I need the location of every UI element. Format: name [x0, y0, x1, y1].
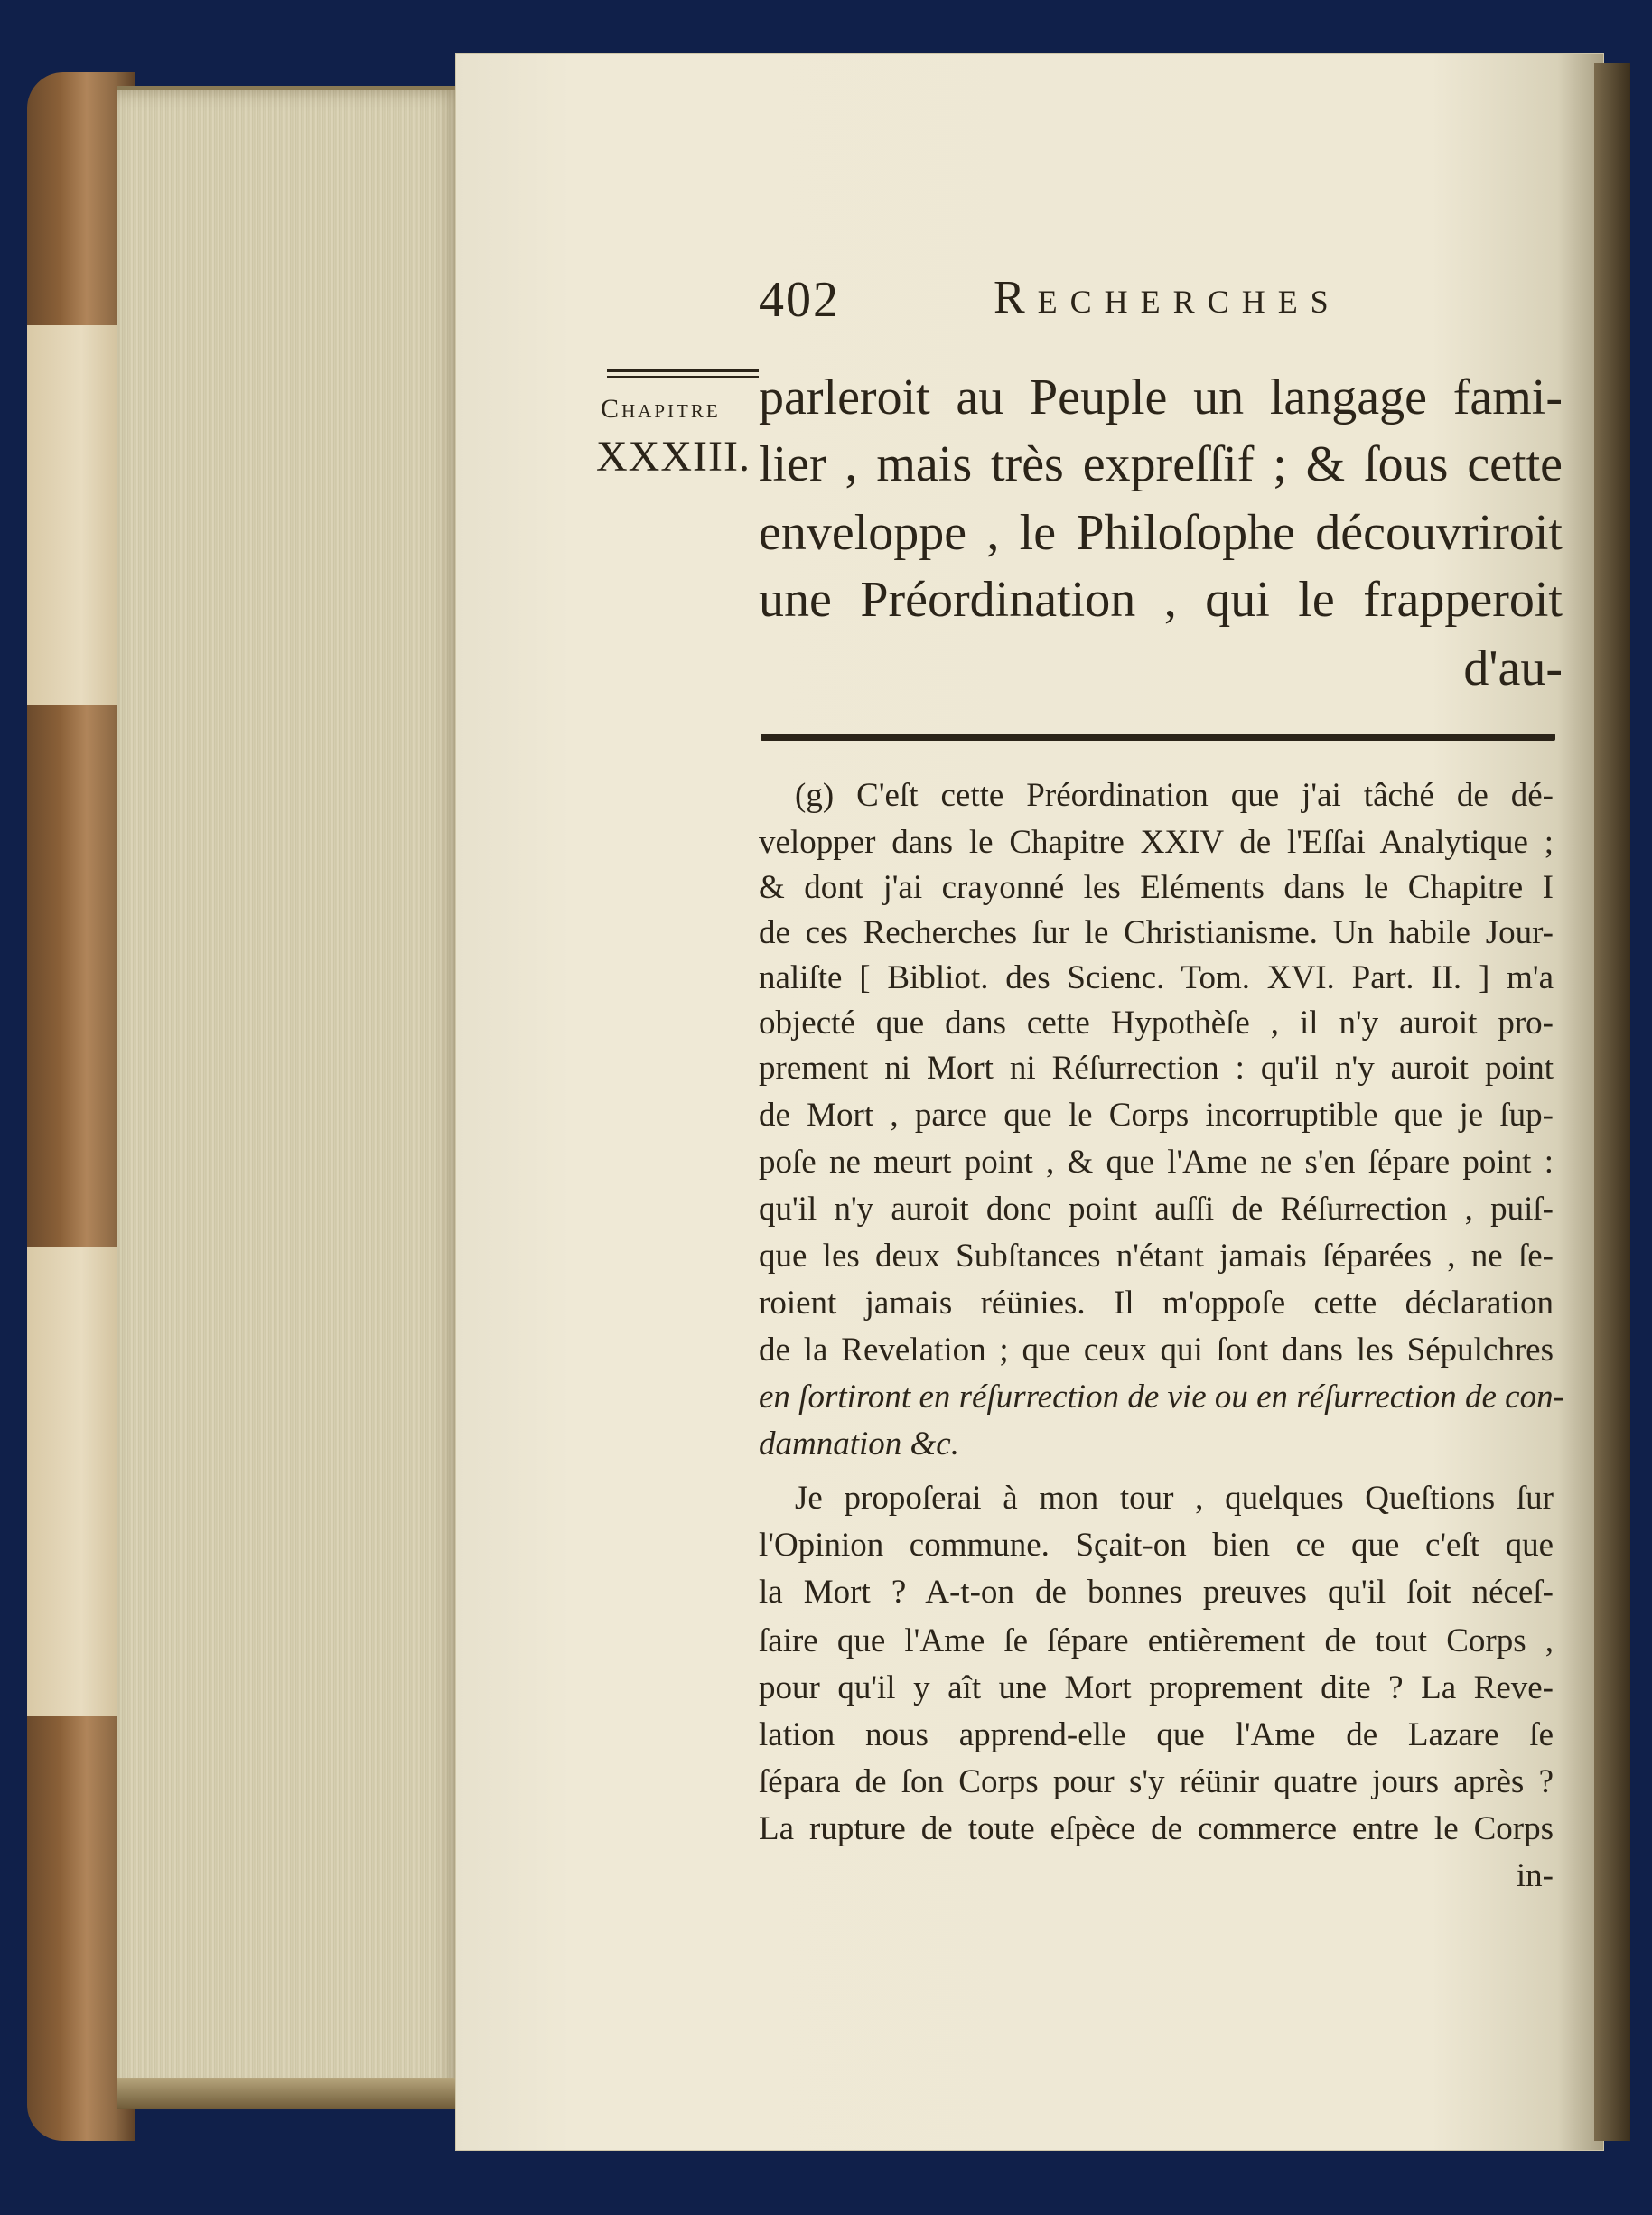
- footnote-line: prement ni Mort ni Réſurrection : qu'il n'y auroit point: [759, 1050, 1554, 1087]
- margin-chapter-number: XXXIII.: [596, 433, 751, 481]
- footnote-line: damnation &c.: [759, 1425, 959, 1463]
- footnote-line: la Mort ? A-t-on de bonnes preuves qu'il ſoit néceſ-: [759, 1574, 1554, 1611]
- footnote-line: de ces Recherches ſur le Christianisme. Un habile Jour-: [759, 914, 1554, 951]
- footnote-line: ſépara de ſon Corps pour s'y réünir quatre jours après ?: [759, 1763, 1554, 1800]
- main-text-line: lier , mais très expreſſif ; & ſous cette: [759, 436, 1563, 492]
- footnote-line: velopper dans le Chapitre XXIV de l'Eſſai Analytique ;: [759, 824, 1554, 861]
- main-text-line: une Préordination , qui le frapperoit: [759, 572, 1563, 628]
- margin-chapter-label: Chapitre: [601, 394, 721, 424]
- page-number: 402: [759, 272, 840, 328]
- footnote-line: de la Revelation ; que ceux qui ſont dans les Sépulchres: [759, 1332, 1554, 1369]
- footnote-line: in-: [1516, 1857, 1554, 1894]
- running-title: Recherches: [994, 272, 1341, 323]
- footnote-line: que les deux Subſtances n'étant jamais ſéparées , ne ſe-: [759, 1238, 1554, 1275]
- footnote-line: objecté que dans cette Hypothèſe , il n'y auroit pro-: [759, 1005, 1554, 1042]
- footnote-line: naliſte [ Bibliot. des Scienc. Tom. XVI. Part. II. ] m'a: [759, 959, 1554, 996]
- footnote-line: poſe ne meurt point , & que l'Ame ne s'en ſépare point :: [759, 1144, 1554, 1181]
- footnote-line: de Mort , parce que le Corps incorruptible que je ſup-: [759, 1097, 1554, 1134]
- main-text-line: parleroit au Peuple un langage fami-: [759, 369, 1563, 425]
- footnote-line: La rupture de toute eſpèce de commerce entre le Corps: [759, 1810, 1554, 1847]
- footnote-line: roient jamais réünies. Il m'oppoſe cette déclaration: [759, 1285, 1554, 1322]
- footnote-line: ſaire que l'Ame ſe ſépare entièrement de tout Corps ,: [759, 1622, 1554, 1659]
- page-stack-bottom-edge: [117, 2078, 461, 2109]
- facing-page-gutter: [1594, 63, 1630, 2141]
- page-stack: [117, 90, 461, 2096]
- footnote-line: l'Opinion commune. Sçait-on bien ce que c'eſt que: [759, 1527, 1554, 1564]
- footnote-line: (g) C'eſt cette Préordination que j'ai tâché de dé-: [795, 777, 1554, 814]
- footnote-line: pour qu'il y aît une Mort proprement dite ? La Reve-: [759, 1669, 1554, 1706]
- margin-rule-top: [607, 369, 759, 372]
- margin-rule-bottom: [607, 376, 759, 378]
- main-text-line: enveloppe , le Philoſophe découvriroit: [759, 505, 1563, 561]
- footnote-line: Je propoſerai à mon tour , quelques Queſtions ſur: [795, 1480, 1554, 1517]
- footnote-line: & dont j'ai crayonné les Eléments dans le Chapitre I: [759, 869, 1554, 906]
- footnote-line: en ſortiront en réſurrection de vie ou en réſurrection de con-: [759, 1379, 1564, 1416]
- footnote-line: qu'il n'y auroit donc point auſſi de Réſurrection , puiſ-: [759, 1191, 1554, 1228]
- main-text-line: d'au-: [1463, 640, 1563, 696]
- footnote-line: lation nous apprend-elle que l'Ame de Lazare ſe: [759, 1716, 1554, 1753]
- footnote-rule: [761, 734, 1555, 741]
